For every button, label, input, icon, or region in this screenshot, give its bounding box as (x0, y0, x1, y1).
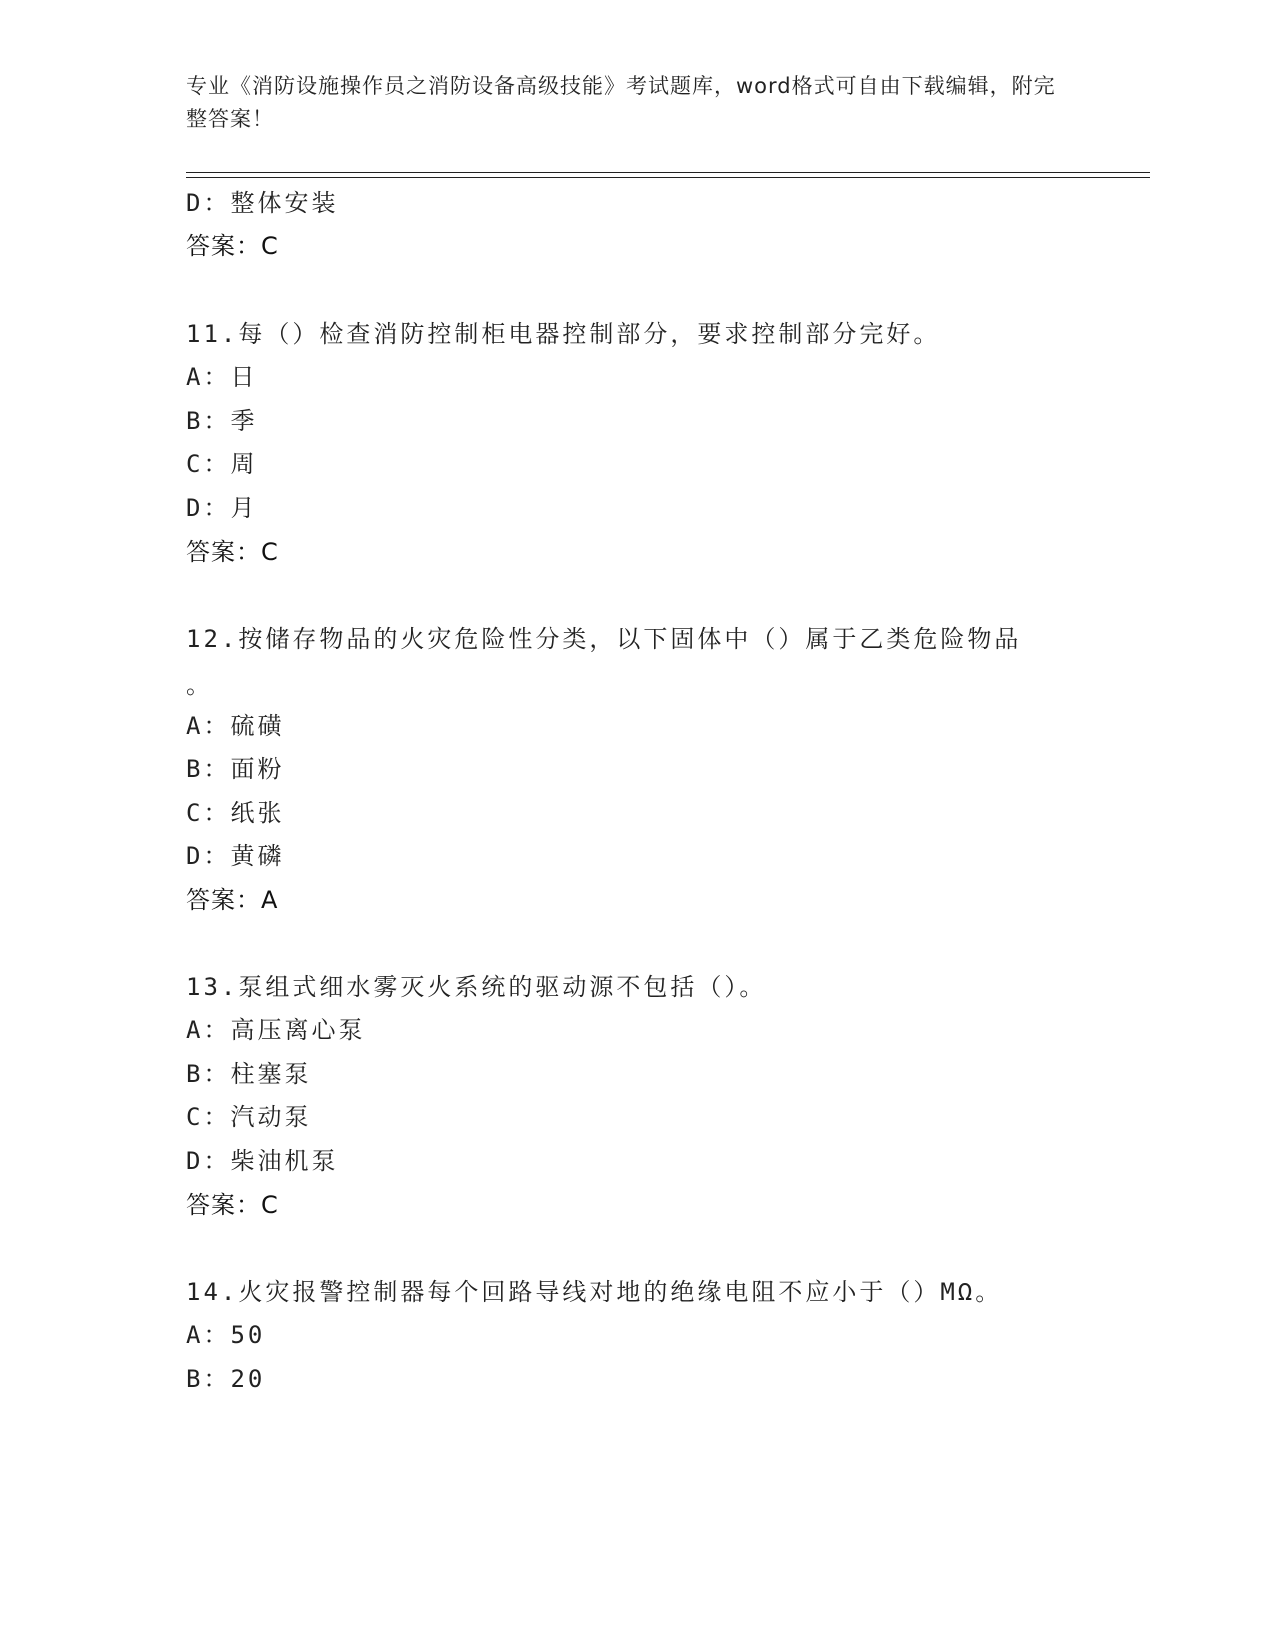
option-d: D：柴油机泵 (186, 1147, 339, 1175)
option-d: D：黄磷 (186, 842, 285, 870)
question-stem-continuation: 。 (186, 671, 213, 699)
option-b: B：20 (186, 1365, 266, 1393)
header-divider-top (186, 172, 1150, 173)
document-header: 专业《消防设施操作员之消防设备高级技能》考试题库，word格式可自由下载编辑，附完整答案！ (186, 74, 1056, 131)
question-stem: 11.每（）检查消防控制柜电器控制部分，要求控制部分完好。 (186, 320, 941, 348)
option-c: C：汽动泵 (186, 1103, 312, 1131)
option-b: B：季 (186, 407, 258, 435)
option-d: D：月 (186, 494, 258, 522)
option-c: C：周 (186, 450, 258, 478)
question-stem: 12.按储存物品的火灾危险性分类，以下固体中（）属于乙类危险物品 (186, 625, 1022, 653)
option-a: A：硫磺 (186, 712, 285, 740)
answer: 答案：C (186, 538, 279, 566)
header-divider-bottom (186, 177, 1150, 178)
option-c: C：纸张 (186, 799, 285, 827)
question-stem: 14.火灾报警控制器每个回路导线对地的绝缘电阻不应小于（）MΩ。 (186, 1278, 1003, 1306)
answer: 答案：A (186, 886, 279, 914)
option-b: B：柱塞泵 (186, 1060, 312, 1088)
option-a: A：50 (186, 1321, 266, 1349)
answer: 答案：C (186, 1191, 279, 1219)
option-a: A：日 (186, 363, 258, 391)
option-b: B：面粉 (186, 755, 285, 783)
answer: 答案：C (186, 232, 279, 260)
question-stem: 13.泵组式细水雾灭火系统的驱动源不包括（）。 (186, 973, 767, 1001)
option-d: D：整体安装 (186, 189, 339, 217)
option-a: A：高压离心泵 (186, 1016, 366, 1044)
